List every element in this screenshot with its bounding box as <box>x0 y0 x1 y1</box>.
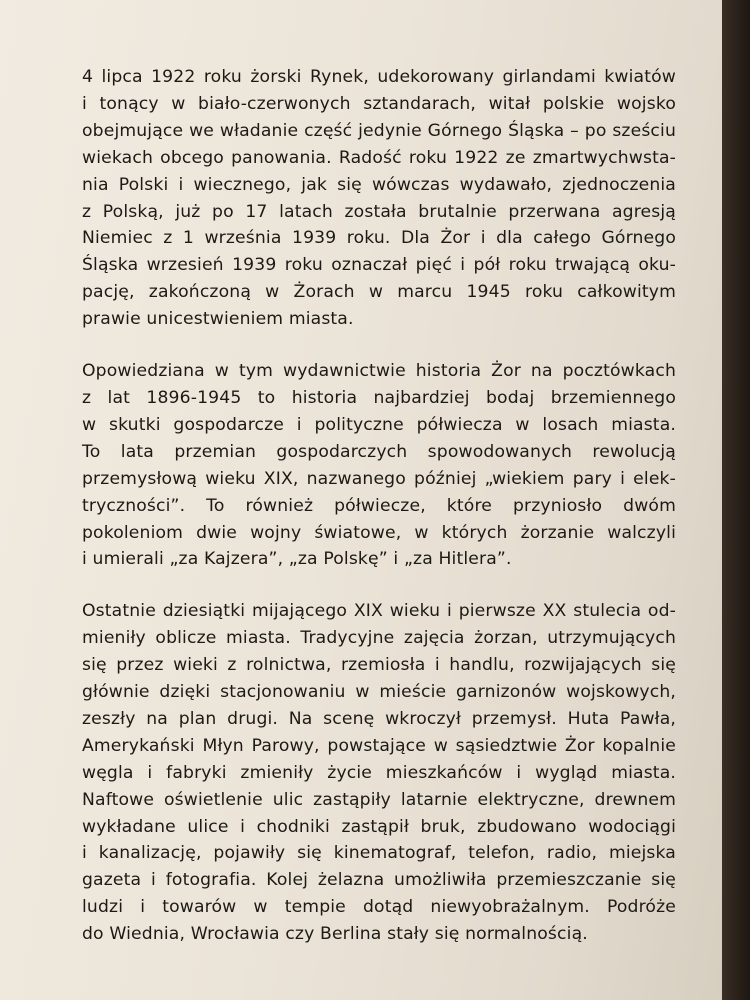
text-line: ludzi i towarów w tempie dotąd niewyobrażalnym. Podróże <box>82 897 676 918</box>
text-line: i tonący w biało-czerwonych sztandarach, witał polskie wojsko <box>82 93 676 114</box>
text-line: prawie unicestwieniem miasta. <box>82 309 354 330</box>
text-line: głównie dzięki stacjonowaniu w mieście garnizonów wojskowych, <box>82 682 676 703</box>
text-line: przemysłową wieku XIX, nazwanego później „wiekiem pary i elek- <box>82 468 676 489</box>
paragraph-2 <box>82 358 676 573</box>
text-line: zeszły na plan drugi. Na scenę wkroczył przemysł. Huta Pawła, <box>82 708 676 729</box>
text-line: 4 lipca 1922 roku żorski Rynek, udekorowany girlandami kwiatów <box>82 67 676 87</box>
text-line: się przez wieki z rolnictwa, rzemiosła i handlu, rozwijających się <box>82 655 676 676</box>
text-block <box>82 64 676 948</box>
paragraph-3 <box>82 598 676 948</box>
paragraph-gap <box>82 573 676 598</box>
text-line: gazeta i fotografia. Kolej żelazna umożliwiła przemieszczanie się <box>82 870 676 891</box>
text-line: Niemiec z 1 września 1939 roku. Dla Żor i dla całego Górnego <box>82 228 676 249</box>
text-line: pokoleniom dwie wojny światowe, w których żorzanie walczyli <box>82 522 676 543</box>
text-line: Ostatnie dziesiątki mijającego XIX wieku i pierwsze XX stulecia od- <box>82 601 676 622</box>
text-line: wiekach obcego panowania. Radość roku 1922 ze zmartwychwsta- <box>82 147 676 168</box>
text-line: tryczności”. To również półwiecze, które przyniosło dwóm <box>82 495 676 516</box>
text-line: i kanalizację, pojawiły się kinematograf, telefon, radio, miejska <box>82 843 676 864</box>
text-line: nia Polski i wiecznego, jak się wówczas wydawało, zjednoczenia <box>82 174 676 195</box>
paragraph-gap <box>82 333 676 358</box>
text-line: Amerykański Młyn Parowy, powstające w sąsiedztwie Żor kopalnie <box>82 735 676 756</box>
text-line: i umierali „za Kajzera”, „za Polskę” i „za Hitlera”. <box>82 549 512 570</box>
text-line: pację, zakończoną w Żorach w marcu 1945 roku całkowitym <box>82 282 676 303</box>
page-edge-shadow <box>722 0 750 1000</box>
text-line: Naftowe oświetlenie ulic zastąpiły latarnie elektryczne, drewnem <box>82 789 676 810</box>
text-line: Śląska wrzesień 1939 roku oznaczał pięć i pół roku trwającą oku- <box>82 255 676 276</box>
text-line: mieniły oblicze miasta. Tradycyjne zajęcia żorzan, utrzymujących <box>82 628 676 649</box>
text-line: w skutki gospodarcze i polityczne półwiecza w losach miasta. <box>82 414 676 435</box>
text-line: Opowiedziana w tym wydawnictwie historia Żor na pocztówkach <box>82 361 676 382</box>
text-line: węgla i fabryki zmieniły życie mieszkańców i wygląd miasta. <box>82 762 676 783</box>
text-line: wykładane ulice i chodniki zastąpił bruk, zbudowano wodociągi <box>82 816 676 837</box>
text-line: To lata przemian gospodarczych spowodowanych rewolucją <box>82 441 676 462</box>
text-line: obejmujące we władanie część jedynie Górnego Śląska – po sześciu <box>82 120 676 141</box>
text-line: z lat 1896-1945 to historia najbardziej bodaj brzemiennego <box>82 387 676 408</box>
text-line: z Polską, już po 17 latach została brutalnie przerwana agresją <box>82 201 676 222</box>
text-line: do Wiednia, Wrocławia czy Berlina stały się normalnością. <box>82 924 588 945</box>
paragraph-1 <box>82 64 676 333</box>
